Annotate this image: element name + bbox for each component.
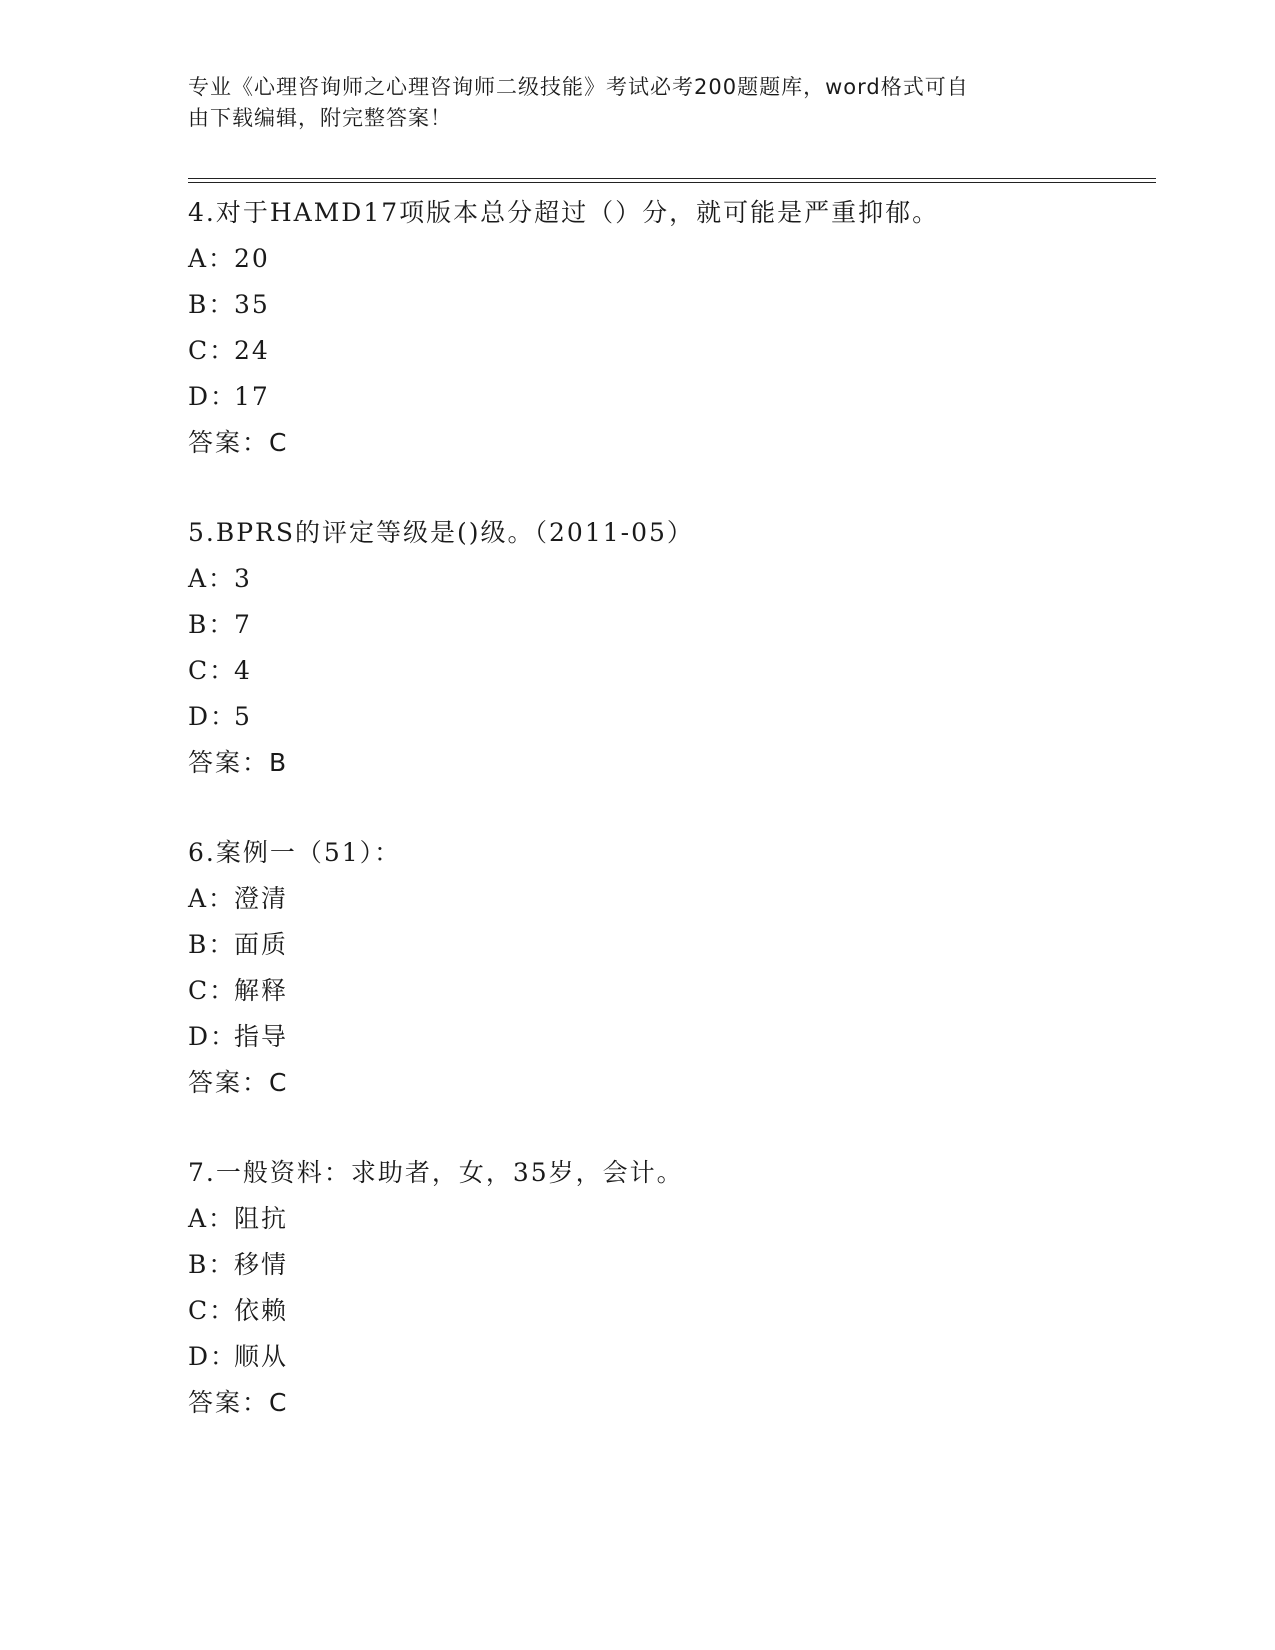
option-c [188,328,1148,374]
option-b [188,1242,1148,1288]
option-b [188,282,1148,328]
document-header [188,72,1068,134]
option-text: 解释 [234,976,289,1005]
option-a [188,876,1148,922]
option-letter: C： [188,656,237,685]
option-text: 5 [234,702,252,731]
option-text: 4 [234,656,252,685]
question-list [188,190,1148,1470]
option-letter: D： [188,1342,238,1371]
option-text: 3 [234,564,252,593]
option-c [188,648,1148,694]
option-letter: A： [188,564,236,593]
option-a [188,1196,1148,1242]
option-d [188,694,1148,740]
option-letter: D： [188,382,238,411]
question-stem: 5.BPRS的评定等级是()级。（2011-05） [188,518,694,547]
option-d [188,1014,1148,1060]
answer-line: 答案：C [188,1068,289,1097]
option-letter: A： [188,884,236,913]
question-4 [188,190,1148,510]
option-letter: D： [188,1022,238,1051]
option-letter: C： [188,976,237,1005]
option-b [188,922,1148,968]
option-text: 顺从 [234,1342,289,1371]
option-text: 指导 [234,1022,289,1051]
option-letter: D： [188,702,238,731]
option-d [188,374,1148,420]
option-letter: C： [188,336,237,365]
option-letter: A： [188,1204,236,1233]
answer-line: 答案：C [188,428,289,457]
question-stem: 6.案例一（51）： [188,838,402,867]
option-d [188,1334,1148,1380]
question-7 [188,1150,1148,1470]
question-5 [188,510,1148,830]
answer-line: 答案：C [188,1388,289,1417]
option-b [188,602,1148,648]
option-text: 35 [234,290,270,319]
header-line-2: 由下载编辑，附完整答案！ [188,106,452,130]
option-letter: C： [188,1296,237,1325]
option-text: 24 [234,336,270,365]
option-text: 移情 [234,1250,289,1279]
option-c [188,1288,1148,1334]
option-letter: B： [188,610,236,639]
option-text: 面质 [234,930,289,959]
option-text: 17 [234,382,270,411]
question-stem: 4.对于HAMD17项版本总分超过（）分，就可能是严重抑郁。 [188,198,940,227]
option-text: 7 [234,610,252,639]
header-line-1: 专业《心理咨询师之心理咨询师二级技能》考试必考200题题库，word格式可自 [188,75,969,99]
answer-line: 答案：B [188,748,289,777]
option-text: 20 [234,244,270,273]
option-c [188,968,1148,1014]
option-letter: B： [188,290,236,319]
question-stem: 7.一般资料：求助者，女，35岁，会计。 [188,1158,684,1187]
option-text: 依赖 [234,1296,289,1325]
option-text: 阻抗 [234,1204,289,1233]
option-letter: A： [188,244,236,273]
option-text: 澄清 [234,884,289,913]
option-a [188,236,1148,282]
question-6 [188,830,1148,1150]
double-rule-divider [188,178,1156,183]
option-letter: B： [188,1250,236,1279]
option-letter: B： [188,930,236,959]
option-a [188,556,1148,602]
